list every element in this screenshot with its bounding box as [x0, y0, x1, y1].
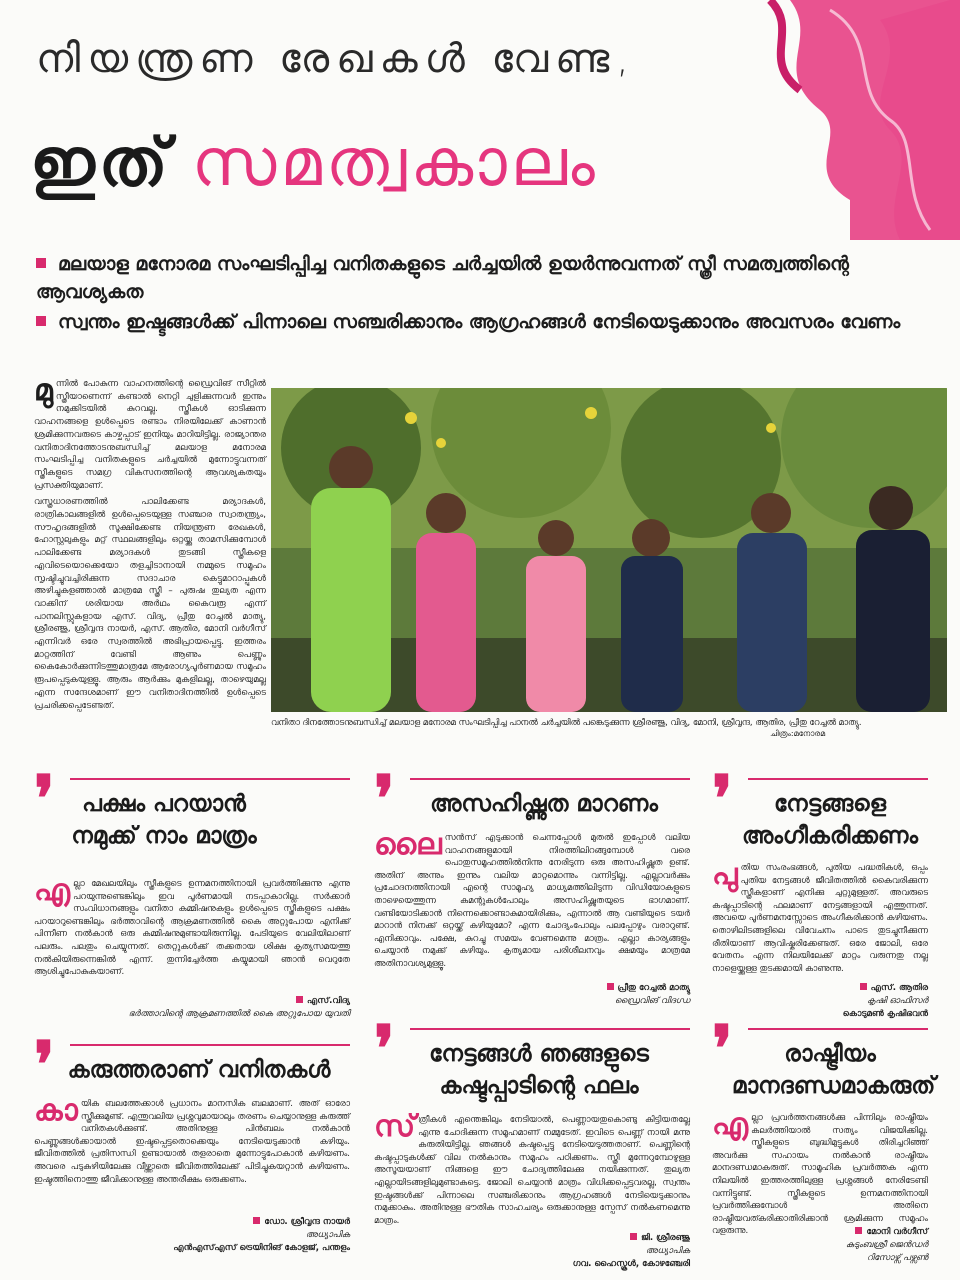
drop-cap: പു: [712, 857, 738, 892]
section-title: നേട്ടങ്ങളെ അംഗീകരിക്കണം: [742, 791, 918, 849]
quote-mark-icon: ❜: [712, 762, 733, 837]
section-rule: [748, 778, 928, 780]
author-signature: [374, 982, 690, 1008]
summary-bullet: [36, 250, 916, 306]
lead-paragraph-2: വസ്ത്രധാരണത്തിൽ പാലിക്കേണ്ട മര്യാദകൾ, രാത്രികാലങ്ങളിൽ ഉൾപ്പെടെയുള്ള സഞ്ചാര സ്വാതന്ത്ര്യം, സൗഹൃദങ്ങളിൽ സൂക്ഷിക്കേണ്ട നിയന്ത്രണ രേഖകൾ, ഹോസ്റ്റലുകളും മറ്റ് സ്ഥലങ്ങളിലും ഒറ്റയ്ക്കു താമസിക്കുമ്പോൾ പാലിക്കേണ്ട മര്യാദകൾ തുടങ്ങി സ്ത്രീകളെ എവിടെയൊക്കെയോ തളച്ചിടാനായി നമ്മുടെ സമൂഹം സൃഷ്ടിച്ചുവച്ചിരിക്കുന്ന സദാചാര കെട്ടുമാറാപ്പുകൾ അഴിച്ചുകളഞ്ഞാൽ മാത്രമേ സ്ത്രീ – പുരുഷ തുല്യത എന്ന വാക്കിന് ശരിയായ അർഥം കൈവരൂ എന്ന് പാനലിസ്റ്റുകളായ എസ്. വിദ്യ, പ്രീതു റേച്ചൽ മാത്യു, ശ്രീരഞ്ജു, ശ്രീവൃന്ദ നായർ, എസ്. ആതിര, മോനി വർഗീസ് എന്നിവർ ഒരേ സ്വരത്തിൽ അഭിപ്രായപ്പെട്ടു. ഇത്തരം മാറ്റത്തിന് വേണ്ടി ആണും പെണ്ണും കൈകോർക്കുന്നിടത്തുമാത്രമേ ആരോഗ്യപൂർണമായ സമൂഹം രൂപപ്പെടുകയുള്ളൂ. ആരും ആർക്കും മുകളിലല്ല, താഴെയുമല്ല എന്ന സന്ദേശമാണ് ഈ വനിതാദിനത്തിൽ ഉൾപ്പെടെ പ്രചരിക്കപ്പെടേണ്ടത്.: [34, 497, 266, 711]
section-text: ലൈസൻസ് എടുക്കാൻ ചെന്നപ്പോൾ മുതൽ ഇപ്പോൾ വലിയ വാഹനങ്ങളുമായി നിരത്തിലിറങ്ങുമ്പോൾ വരെ പൊതുസമൂഹത്തിൽനിന്നു നേരിടുന്ന ഒരു അസഹിഷ്ണുത ഉണ്ട്. അതിന് അന്നും ഇന്നും വലിയ മാറ്റമൊന്നും വന്നിട്ടില്ല. എല്ലാവർക്കും പ്രചോദനത്തിനായി എന്റെ സാമൂഹ്യ മാധ്യമത്തിലിടുന്ന വിഡിയോകളുടെ താഴെയെത്തുന്ന കമന്റുകൾപോലും അസഹിഷ്ണുതയുടെ ഭാഗമാണ്. വണ്ടിയോടിക്കാൻ നിന്നെക്കൊണ്ടാകുമായിരിക്കും, എന്നാൽ ആ വണ്ടിയുടെ ടയർ മാറാൻ നിനക്ക് ഒറ്റയ്ക്ക് കഴിയുമോ? എന്ന ചോദ്യംപോലും പലപ്പോഴും വരാറുണ്ട്. എനിക്കാവും. പക്ഷേ, കുറച്ചു സമയം വേണമെന്നു മാത്രം. എല്ലാ കാര്യങ്ങളും ചെയ്യാൻ നമുക്ക് കഴിയും. കൃത്യമായ പരിശീലനവും ക്ഷമയും മാത്രമേ അതിനാവശ്യമുള്ളൂ.: [374, 827, 690, 969]
square-icon: [296, 996, 303, 1003]
author-signature: [712, 1226, 928, 1265]
author-role: ഡ്രൈവിങ് വിദഗ്ധ: [614, 996, 690, 1006]
author-org: ഗവ. ഹൈസ്കൂൾ, കോഴഞ്ചേരി: [572, 1259, 690, 1269]
section-text: കായിക ബലത്തേക്കാൾ പ്രധാനം മാനസിക ബലമാണ്. അത് ഓരോ സ്ത്രീക്കുമുണ്ട്. എന്തുവലിയ പ്രശ്നവുമായാലും തരണം ചെയ്യാനുള്ള കരുത്ത് വനിതകൾക്കുണ്ട്. അതിനുള്ള പിൻബലം നൽകാൻ പെണ്ണുങ്ങൾക്കായാൽ ഇഷ്ടപ്പെട്ടതൊക്കെയും നേടിയെടുക്കാൻ കഴിയും. ജീവിതത്തിൽ പ്രതിസന്ധി ഉണ്ടായാൽ തളരാതെ മുന്നോട്ടുപോകാൻ കഴിയണം. അവരെ പടുകുഴിയിലേക്കു വീഴ്ത്താതെ ജീവിതത്തിലേക്ക് പിടിച്ചുകയറ്റാൻ കഴിയണം. ഇഷ്ടത്തിനൊത്തു ജീവിക്കാനുള്ള അന്തരീക്ഷം ഒരുക്കണം.: [34, 1093, 350, 1185]
section-text: പുതിയ സംരംഭങ്ങൾ, പുതിയ പദ്ധതികൾ, ഒപ്പം പുതിയ നേട്ടങ്ങൾ ജീവിതത്തിൽ കൈവരിക്കുന്ന സ്ത്രീകളാണ് എനിക്കു ചുറ്റുമുള്ളത്. അവരുടെ കഷ്ടപ്പാടിന്റെ ഫലമാണ് നേട്ടങ്ങളായി എത്തുന്നത്. അവയെ പൂർണമനസ്സോടെ അംഗീകരിക്കാൻ കഴിയണം. തൊഴിലിടങ്ങളിലെ വിവേചനം പാടെ തുടച്ചുനീക്കുന്ന രീതിയാണ് ആവിഷ്കരിക്കേണ്ടത്. ഒരേ ജോലി, ഒരേ വേതനം എന്ന നിലയിലേക്ക് മാറ്റം വരുന്നതു നല്ല നാളെയ്ക്കുള്ള തുടക്കമായി കാണുന്നു.: [712, 857, 928, 974]
bullet-square-icon: [36, 316, 46, 326]
section-rule: [410, 1028, 690, 1030]
drop-cap: കാ: [34, 1093, 78, 1128]
drop-cap: സ്: [374, 1109, 416, 1144]
quote-mark-icon: ❜: [374, 1012, 395, 1087]
square-icon: [253, 1217, 260, 1224]
quote-mark-icon: ❜: [374, 762, 395, 837]
bullet-text: മലയാള മനോരമ സംഘടിപ്പിച്ച വനിതകളുടെ ചർച്ചയിൽ ഉയർന്നുവന്നത് സ്ത്രീ സമത്വത്തിന്റെ ആവശ്യകത: [36, 253, 849, 303]
photo-credit: ചിത്രം:മനോരമ: [770, 729, 826, 738]
bullet-text: സ്വന്തം ഇഷ്ടങ്ങൾക്ക് പിന്നാലെ സഞ്ചരിക്കാനും ആഗ്രഹങ്ങൾ നേടിയെടുക്കാനും അവസരം വേണം: [58, 311, 901, 333]
headline-line2: [30, 124, 599, 203]
bullet-square-icon: [36, 258, 46, 268]
author-org: റിസോഴ്സ് പഴ്സൺ: [866, 1253, 928, 1263]
author-name: എസ്.വിദ്യ: [306, 996, 350, 1006]
drop-cap: മു: [34, 373, 53, 408]
square-icon: [630, 1233, 637, 1240]
author-role: കൃഷി ഓഫിസർ: [867, 996, 928, 1006]
author-signature: [34, 995, 350, 1021]
author-signature: [374, 1232, 690, 1271]
lead-paragraph-1: ന്നിൽ പോകുന്ന വാഹനത്തിന്റെ ഡ്രൈവിങ് സീറ്റിൽ സ്ത്രീയാണെന്ന് കണ്ടാൽ നെറ്റി ചുളിക്കുന്നവർ ഇന്നും നമുക്കിടയിൽ കുറവല്ല. സ്ത്രീകൾ ഓടിക്കുന്ന വാഹനങ്ങളെ ഉൾപ്പെടെ രണ്ടാം നിരയിലേക്ക് കാണാൻ ശ്രമിക്കുന്നവരുടെ കാഴ്ചപ്പാട് ഇനിയും മാറിയിട്ടില്ല. രാജ്യാന്തര വനിതാദിനത്തോടനുബന്ധിച്ച് മലയാള മനോരമ സംഘടിപ്പിച്ച വനിതകളുടെ ചർച്ചയിൽ മുന്നോട്ടുവന്നത് സ്ത്രീകളുടെ സമഗ്ര വികസനത്തിന്റെ ആവശ്യകതയും പ്രസക്തിയുമാണ്.: [34, 379, 266, 491]
section-rule: [70, 1044, 350, 1046]
drop-cap: ലൈ: [374, 827, 442, 862]
author-name: എസ്. ആതിര: [870, 983, 928, 993]
section-title: അസഹിഷ്ണുത മാറണം: [430, 791, 658, 817]
section-title: കരുത്തരാണ് വനിതകൾ: [67, 1057, 331, 1083]
women-silhouette-artwork: [650, 0, 960, 240]
headline-line1: നിയന്ത്രണ രേഖകൾ വേണ്ട,: [36, 36, 636, 82]
quote-mark-icon: ❜: [34, 1028, 55, 1103]
author-name: മോനി വർഗീസ്: [866, 1227, 928, 1237]
section-rule: [748, 1028, 928, 1030]
lead-article: [34, 373, 266, 716]
panel-discussion-photo: [271, 388, 947, 712]
square-icon: [607, 983, 614, 990]
section-rule: [70, 778, 350, 780]
drop-cap: എ: [712, 1107, 749, 1142]
author-signature: [712, 982, 928, 1021]
section-rule: [410, 778, 690, 780]
author-name: ഡോ. ശ്രീവൃന്ദ നായർ: [264, 1217, 350, 1227]
summary-bullet: [36, 308, 916, 336]
author-role: കുടുംബശ്രീ ജെൻഡർ: [845, 1240, 928, 1250]
section-title: പക്ഷം പറയാൻ നമുക്ക് നാം മാത്രം: [71, 791, 257, 849]
section-title: രാഷ്ട്രീയം മാനദണ്ഡമാകരുത്: [732, 1041, 936, 1099]
photo-caption: വനിതാ ദിനത്തോടനുബന്ധിച്ച് മലയാള മനോരമ സംഘടിപ്പിച്ച പാനൽ ചർച്ചയിൽ പങ്കെടുക്കുന്ന ശ്രീരഞ്ജു, വിദ്യ, മോനി, ശ്രീവൃന്ദ, ആതിര, പ്രീതു റേച്ചൽ മാത്യു.: [271, 717, 862, 727]
section-title: നേട്ടങ്ങൾ ഞങ്ങളുടെ കഷ്ടപ്പാടിന്റെ ഫലം: [429, 1041, 649, 1099]
author-role: അധ്യാപിക: [305, 1230, 350, 1240]
drop-cap: എ: [34, 873, 71, 908]
headline-part-a: ഇത്: [30, 124, 172, 201]
square-icon: [855, 1227, 862, 1234]
section-text: എല്ലാ മേഖലയിലും സ്ത്രീകളുടെ ഉന്നമനത്തിനായി പ്രവർത്തിക്കുന്നു എന്നു പറയുന്നുണ്ടെങ്കിലും ഇവ പൂർണമായി നടപ്പാകാറില്ല. സർക്കാർ സംവിധാനങ്ങളും വനിതാ കമ്മിഷനുകളും ഉൾപ്പെടെ സ്ത്രീകളുടെ പക്ഷം പറയാറുണ്ടെങ്കിലും ഭർത്താവിന്റെ ആക്രമണത്തിൽ കൈ അറ്റുപോയ എനിക്ക് പിന്നീണ നൽകാൻ ഒരു കമ്മിഷനുമുണ്ടായിരുന്നില്ല. പേടിയുടെ വേലിയിലാണ് പലരും. പലതും ചെയ്യുന്നത്. തെറ്റുകൾക്ക് തക്കതായ ശിക്ഷ കൃത്യസമയത്തു നൽകിയിരുന്നെങ്കിൽ എന്ന്. തുന്നിച്ചേർത്ത കയ്യുമായി ഞാൻ വെറുതേ ആശിച്ചുപോകുകയാണ്.: [34, 873, 350, 978]
author-signature: [34, 1216, 350, 1255]
quote-mark-icon: ❜: [712, 1012, 733, 1087]
author-name: ജി. ശ്രീരഞ്ജു: [641, 1233, 690, 1243]
section-text: സ്ത്രീകൾ എന്തെങ്കിലും നേടിയാൽ, പെണ്ണായതുകൊണ്ടു കിട്ടിയതല്ലേ എന്നു ചോദിക്കുന്ന സമൂഹമാണ് നമ്മുടേത്. ഇവിടെ പെണ്ണ് നായി മന്നു കരുതിയിട്ടില്ല. ഞങ്ങൾ കഷ്ടപ്പെട്ടു നേടിയെടുത്തതാണ്. പെണ്ണിന്റെ കഷ്ടപ്പാടുകൾക്ക് വില നൽകാനും സമൂഹം പഠിക്കണം. സ്ത്രീ മുന്നേറുമ്പോഴുള്ള അസൂയയാണ് നിങ്ങളെ ഈ ചോദ്യത്തിലേക്കു നയിക്കുന്നത്. തുല്യത എല്ലായിടങ്ങളിലുമുണ്ടാകട്ടെ. ജോലി ചെയ്യാൻ മാത്രം വിധിക്കപ്പെട്ടവരല്ല, സ്വന്തം ഇഷ്ടങ്ങൾക്ക് പിന്നാലെ സഞ്ചരിക്കാനും ആഗ്രഹങ്ങൾ നേടിയെടുക്കാനും നമുക്കാകും. അതിനുള്ള ഭൗതിക സാഹചര്യം ഒരുക്കാനുള്ള സ്പേസ് നൽകണമെന്നു മാത്രം.: [374, 1109, 690, 1226]
author-name: പ്രീതു റേച്ചൽ മാത്യു: [617, 983, 690, 993]
headline-part-b: സമത്വകാലം: [191, 124, 599, 201]
author-role: ഭർത്താവിന്റെ ആക്രമണത്തിൽ കൈ അറ്റുപോയ യുവതി: [128, 1009, 350, 1019]
author-org: എൻഎസ്എസ് ട്രെയിനിങ് കോളജ്, പന്തളം: [173, 1243, 350, 1253]
square-icon: [860, 983, 867, 990]
author-org: കൊടുമൺ കൃഷിഭവൻ: [842, 1009, 928, 1019]
author-role: അധ്യാപിക: [645, 1246, 690, 1256]
quote-mark-icon: ❜: [34, 762, 55, 837]
section-text: എല്ലാ പ്രവർത്തനങ്ങൾക്കു പിന്നിലും രാഷ്ട്രീയം കലർത്തിയാൽ സത്യം വിജയിക്കില്ല. സ്ത്രീകളുടെ ബുദ്ധിമുട്ടുകൾ തിരിച്ചറിഞ്ഞ് അവർക്കു സഹായം നൽകാൻ രാഷ്ട്രീയം മാനദണ്ഡമാകരുത്. സാമൂഹിക പ്രവർത്തക എന്ന നിലയിൽ ഇത്തരത്തിലുള്ള പ്രശ്നങ്ങൾ നേരിടേണ്ടി വന്നിട്ടുണ്ട്. സ്ത്രീകളുടെ ഉന്നമനത്തിനായി പ്രവർത്തിക്കുമ്പോൾ അതിനെ രാഷ്ട്രീയവത്കരിക്കാതിരിക്കാൻ ശ്രമിക്കുന്ന സമൂഹം വളരുന്നു.: [712, 1107, 928, 1237]
